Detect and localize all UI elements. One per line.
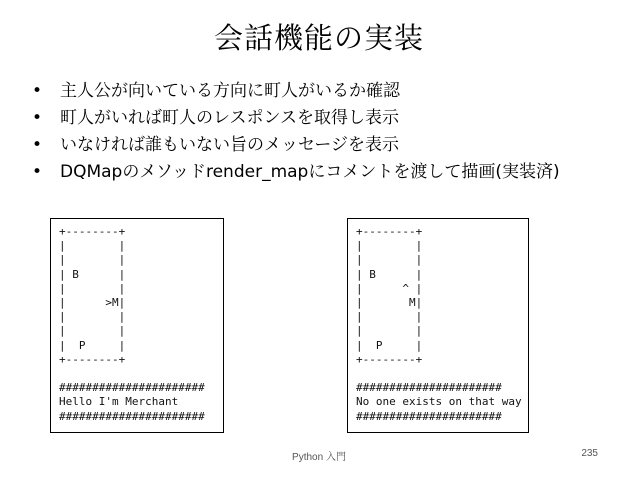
bullet-item (32, 107, 632, 130)
terminal-output-merchant (50, 218, 224, 433)
bullet-item (32, 80, 632, 103)
bullet-text: 町人がいれば町人のレスポンスを取得し表示 (60, 108, 399, 128)
slide-title: 会話機能の実装 (213, 21, 424, 55)
terminal-text: +--------+ | | | | | B | | ^ | | M| | | | | | P | +--------+ ###################### No one exists on that way ###################### (356, 225, 522, 423)
page-number: 235 (581, 448, 598, 459)
bullet-text: いなければ誰もいない旨のメッセージを表示 (60, 135, 399, 155)
bullet-item (32, 134, 632, 157)
terminal-text: +--------+ | | | | | B | | | | >M| | | | | | P | +--------+ ###################### Hello I'm Merchant ###################### (59, 225, 205, 423)
bullet-marker: • (32, 135, 43, 155)
bullet-list (32, 80, 632, 188)
terminal-output-nobody (347, 218, 529, 433)
bullet-marker: • (32, 108, 43, 128)
bullet-text: 主人公が向いている方向に町人がいるか確認 (60, 81, 400, 101)
bullet-marker: • (32, 81, 43, 101)
bullet-text: DQMapのメソッドrender_mapにコメントを渡して描画(実装済) (60, 162, 560, 182)
bullet-item (32, 161, 632, 184)
bullet-marker: • (32, 162, 43, 182)
slide-footer: Python 入門 (292, 452, 346, 463)
